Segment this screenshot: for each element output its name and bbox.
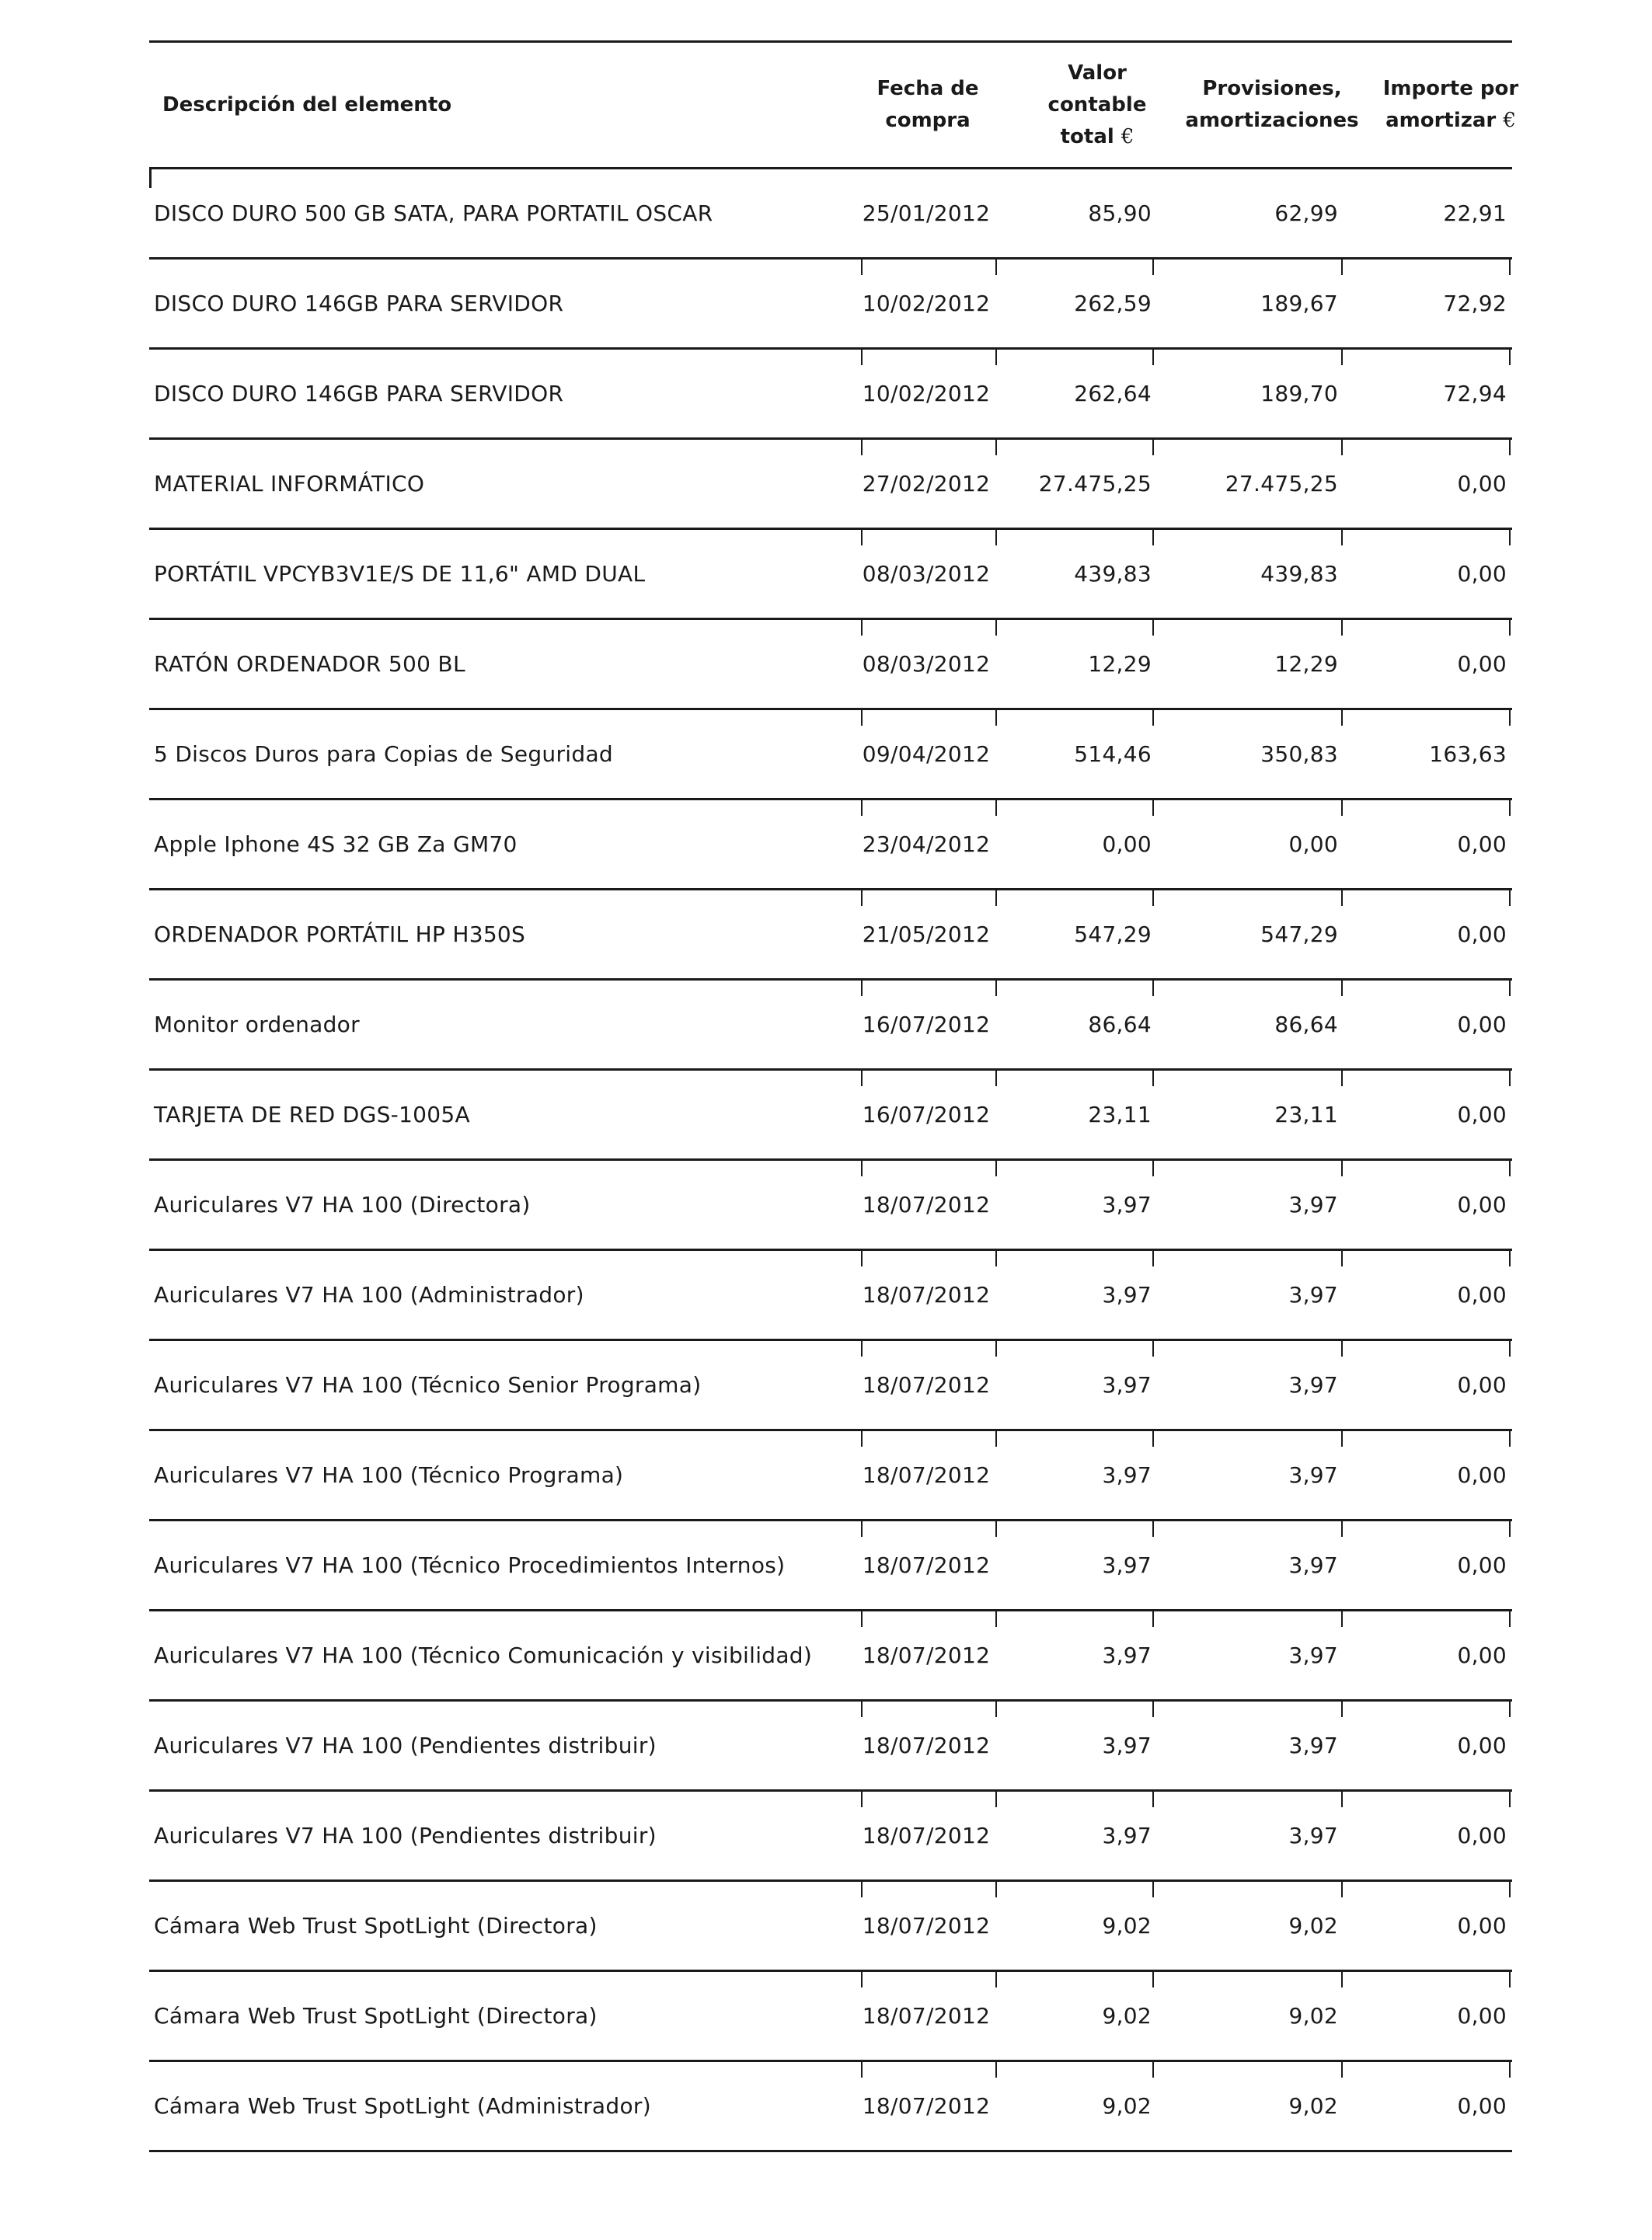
row-tick (995, 2062, 997, 2078)
table-row (149, 1972, 1512, 2062)
cell-descripcion: Cámara Web Trust SpotLight (Administrador) (154, 2093, 651, 2119)
row-tick (1509, 530, 1511, 545)
cell-descripcion: MATERIAL INFORMÁTICO (154, 471, 425, 496)
cell-fecha: 18/07/2012 (862, 2003, 991, 2029)
cell-provisiones: 86,64 (1274, 1012, 1338, 1037)
cell-fecha: 18/07/2012 (862, 1192, 991, 1218)
cell-fecha: 08/03/2012 (862, 651, 991, 677)
header-descripcion: Descripción del elemento (162, 92, 452, 117)
row-tick (1152, 2062, 1154, 2078)
row-tick (995, 1792, 997, 1807)
row-tick (995, 1251, 997, 1266)
row-tick (1509, 1972, 1511, 1987)
row-tick (1509, 260, 1511, 275)
header-valor-contable: Valor contable total € (1047, 61, 1147, 148)
row-tick (861, 440, 863, 455)
cell-descripcion: DISCO DURO 146GB PARA SERVIDOR (154, 381, 564, 406)
cell-valor: 3,97 (1102, 1372, 1152, 1398)
cell-valor: 85,90 (1088, 200, 1152, 226)
row-tick (995, 1702, 997, 1717)
table-row (149, 2062, 1512, 2152)
cell-valor: 0,00 (1102, 831, 1152, 857)
row-tick (995, 530, 997, 545)
cell-valor: 9,02 (1102, 2003, 1152, 2029)
cell-provisiones: 439,83 (1260, 561, 1338, 587)
cell-valor: 439,83 (1074, 561, 1152, 587)
row-tick (861, 1251, 863, 1266)
row-tick (1509, 1792, 1511, 1807)
cell-valor: 3,97 (1102, 1643, 1152, 1668)
cell-provisiones: 3,97 (1288, 1192, 1338, 1218)
cell-provisiones: 12,29 (1274, 651, 1338, 677)
row-tick (1341, 440, 1343, 455)
row-tick (1509, 710, 1511, 726)
euro-symbol: € (1121, 124, 1134, 148)
row-tick (1341, 1431, 1343, 1447)
row-tick (1341, 1702, 1343, 1717)
cell-importe: 72,92 (1443, 291, 1507, 316)
cell-fecha: 08/03/2012 (862, 561, 991, 587)
cell-provisiones: 9,02 (1288, 1913, 1338, 1939)
table-row (149, 260, 1512, 350)
row-tick (995, 710, 997, 726)
cell-fecha: 16/07/2012 (862, 1012, 991, 1037)
cell-importe: 0,00 (1457, 1913, 1507, 1939)
cell-importe: 0,00 (1457, 1192, 1507, 1218)
cell-provisiones: 189,67 (1260, 291, 1338, 316)
cell-descripcion: DISCO DURO 500 GB SATA, PARA PORTATIL OSCAR (154, 200, 713, 226)
cell-provisiones: 547,29 (1260, 921, 1338, 947)
row-tick (1509, 620, 1511, 636)
row-tick (1152, 620, 1154, 636)
row-tick (1341, 800, 1343, 816)
row-tick (1509, 350, 1511, 365)
cell-provisiones: 189,70 (1260, 381, 1338, 406)
cell-provisiones: 3,97 (1288, 1282, 1338, 1308)
table-row (149, 890, 1512, 981)
cell-importe: 0,00 (1457, 561, 1507, 587)
cell-importe: 0,00 (1457, 1102, 1507, 1127)
table-row (149, 440, 1512, 530)
cell-provisiones: 27.475,25 (1225, 471, 1338, 496)
cell-valor: 86,64 (1088, 1012, 1152, 1037)
row-tick (1509, 981, 1511, 996)
row-tick (1152, 1431, 1154, 1447)
row-tick (1152, 890, 1154, 906)
table-row (149, 1521, 1512, 1611)
row-tick (1152, 1071, 1154, 1086)
row-tick (995, 1071, 997, 1086)
cell-provisiones: 23,11 (1274, 1102, 1338, 1127)
row-tick (1152, 1611, 1154, 1627)
cell-valor: 514,46 (1074, 741, 1152, 767)
row-tick (1509, 1882, 1511, 1897)
cell-provisiones: 3,97 (1288, 1643, 1338, 1668)
row-tick (995, 1431, 997, 1447)
cell-fecha: 23/04/2012 (862, 831, 991, 857)
cell-valor: 3,97 (1102, 1462, 1152, 1488)
cell-valor: 12,29 (1088, 651, 1152, 677)
cell-descripcion: Auriculares V7 HA 100 (Directora) (154, 1192, 531, 1218)
cell-fecha: 18/07/2012 (862, 1733, 991, 1758)
row-tick (1152, 1161, 1154, 1176)
table-row (149, 1882, 1512, 1972)
row-tick (1509, 1071, 1511, 1086)
row-tick (1509, 890, 1511, 906)
cell-valor: 23,11 (1088, 1102, 1152, 1127)
row-tick (1341, 890, 1343, 906)
row-tick (861, 710, 863, 726)
row-tick (861, 620, 863, 636)
row-tick (1341, 620, 1343, 636)
row-tick (1152, 1702, 1154, 1717)
row-tick (1152, 440, 1154, 455)
cell-provisiones: 3,97 (1288, 1733, 1338, 1758)
table-row (149, 1792, 1512, 1882)
cell-provisiones: 3,97 (1288, 1372, 1338, 1398)
cell-descripcion: Auriculares V7 HA 100 (Técnico Comunicación y visibilidad) (154, 1643, 813, 1668)
row-tick (149, 169, 152, 188)
row-tick (1152, 1792, 1154, 1807)
row-tick (861, 1972, 863, 1987)
table-row (149, 1431, 1512, 1521)
cell-fecha: 18/07/2012 (862, 1823, 991, 1848)
cell-importe: 0,00 (1457, 1643, 1507, 1668)
table-row (149, 1702, 1512, 1792)
row-tick (995, 350, 997, 365)
cell-descripcion: Apple Iphone 4S 32 GB Za GM70 (154, 831, 518, 857)
cell-provisiones: 9,02 (1288, 2093, 1338, 2119)
cell-valor: 27.475,25 (1038, 471, 1152, 496)
cell-valor: 262,59 (1074, 291, 1152, 316)
header-provisiones: Provisiones, amortizaciones (1185, 77, 1359, 132)
cell-importe: 0,00 (1457, 1462, 1507, 1488)
cell-fecha: 18/07/2012 (862, 2093, 991, 2119)
cell-fecha: 18/07/2012 (862, 1462, 991, 1488)
row-tick (1152, 1882, 1154, 1897)
table-row (149, 1161, 1512, 1251)
row-tick (1509, 2062, 1511, 2078)
cell-importe: 0,00 (1457, 651, 1507, 677)
cell-valor: 3,97 (1102, 1823, 1152, 1848)
row-tick (1509, 440, 1511, 455)
row-tick (1341, 530, 1343, 545)
cell-importe: 0,00 (1457, 2003, 1507, 2029)
row-tick (1152, 1251, 1154, 1266)
cell-importe: 22,91 (1443, 200, 1507, 226)
row-tick (1152, 1521, 1154, 1537)
row-tick (995, 1341, 997, 1357)
row-tick (1152, 260, 1154, 275)
cell-valor: 3,97 (1102, 1192, 1152, 1218)
cell-descripcion: Monitor ordenador (154, 1012, 360, 1037)
row-tick (861, 530, 863, 545)
cell-provisiones: 9,02 (1288, 2003, 1338, 2029)
cell-importe: 163,63 (1429, 741, 1507, 767)
cell-fecha: 10/02/2012 (862, 381, 991, 406)
row-tick (1152, 981, 1154, 996)
row-tick (1341, 1071, 1343, 1086)
table-row (149, 530, 1512, 620)
cell-valor: 9,02 (1102, 1913, 1152, 1939)
cell-descripcion: Auriculares V7 HA 100 (Pendientes distribuir) (154, 1823, 657, 1848)
row-tick (1341, 260, 1343, 275)
row-tick (1152, 350, 1154, 365)
table-body (149, 169, 1512, 2152)
row-tick (1509, 1161, 1511, 1176)
cell-descripcion: DISCO DURO 146GB PARA SERVIDOR (154, 291, 564, 316)
table-row (149, 800, 1512, 890)
row-tick (1509, 1431, 1511, 1447)
cell-fecha: 25/01/2012 (862, 200, 991, 226)
row-tick (1341, 1521, 1343, 1537)
row-tick (995, 1521, 997, 1537)
table-row (149, 169, 1512, 260)
table-row (149, 1341, 1512, 1431)
row-tick (995, 981, 997, 996)
row-tick (861, 350, 863, 365)
cell-descripcion: Auriculares V7 HA 100 (Técnico Procedimientos Internos) (154, 1552, 786, 1578)
table-row (149, 981, 1512, 1071)
cell-descripcion: Auriculares V7 HA 100 (Técnico Senior Programa) (154, 1372, 702, 1398)
cell-fecha: 27/02/2012 (862, 471, 991, 496)
cell-descripcion: Cámara Web Trust SpotLight (Directora) (154, 1913, 598, 1939)
cell-valor: 3,97 (1102, 1733, 1152, 1758)
row-tick (861, 1611, 863, 1627)
row-tick (861, 1431, 863, 1447)
row-tick (861, 1792, 863, 1807)
cell-fecha: 16/07/2012 (862, 1102, 991, 1127)
cell-importe: 0,00 (1457, 831, 1507, 857)
table-row (149, 620, 1512, 710)
cell-fecha: 09/04/2012 (862, 741, 991, 767)
row-tick (861, 800, 863, 816)
row-tick (1152, 1972, 1154, 1987)
row-tick (861, 1521, 863, 1537)
header-importe-amortizar: Importe por amortizar € (1382, 77, 1519, 132)
cell-descripcion: PORTÁTIL VPCYB3V1E/S DE 11,6" AMD DUAL (154, 561, 646, 587)
row-tick (995, 890, 997, 906)
row-tick (861, 1702, 863, 1717)
row-tick (861, 2062, 863, 2078)
cell-importe: 0,00 (1457, 1282, 1507, 1308)
row-tick (995, 1161, 997, 1176)
cell-provisiones: 3,97 (1288, 1552, 1338, 1578)
row-tick (1509, 1611, 1511, 1627)
cell-provisiones: 350,83 (1260, 741, 1338, 767)
cell-fecha: 21/05/2012 (862, 921, 991, 947)
row-tick (1341, 1972, 1343, 1987)
row-tick (1509, 1521, 1511, 1537)
row-tick (861, 1882, 863, 1897)
table-row (149, 350, 1512, 440)
cell-descripcion: Auriculares V7 HA 100 (Administrador) (154, 1282, 584, 1308)
row-tick (995, 440, 997, 455)
table-header (149, 43, 1519, 169)
row-tick (1341, 1611, 1343, 1627)
row-tick (1152, 1341, 1154, 1357)
table-row (149, 1071, 1512, 1161)
row-tick (1509, 1251, 1511, 1266)
row-tick (1341, 1251, 1343, 1266)
table-row (149, 1251, 1512, 1341)
table-row (149, 710, 1512, 800)
cell-descripcion: RATÓN ORDENADOR 500 BL (154, 651, 465, 677)
cell-valor: 3,97 (1102, 1282, 1152, 1308)
cell-provisiones: 3,97 (1288, 1823, 1338, 1848)
cell-descripcion: 5 Discos Duros para Copias de Seguridad (154, 741, 613, 767)
row-tick (1341, 1161, 1343, 1176)
cell-fecha: 18/07/2012 (862, 1372, 991, 1398)
row-tick (861, 1071, 863, 1086)
cell-descripcion: ORDENADOR PORTÁTIL HP H350S (154, 921, 526, 947)
cell-descripcion: TARJETA DE RED DGS-1005A (154, 1102, 470, 1127)
row-tick (1152, 530, 1154, 545)
row-tick (1341, 710, 1343, 726)
cell-importe: 0,00 (1457, 1372, 1507, 1398)
row-tick (1341, 981, 1343, 996)
cell-importe: 0,00 (1457, 2093, 1507, 2119)
row-tick (995, 260, 997, 275)
row-tick (861, 1161, 863, 1176)
cell-fecha: 10/02/2012 (862, 291, 991, 316)
cell-importe: 0,00 (1457, 1552, 1507, 1578)
cell-descripcion: Auriculares V7 HA 100 (Técnico Programa) (154, 1462, 624, 1488)
row-tick (995, 620, 997, 636)
header-fecha-compra: Fecha de compra (877, 77, 979, 132)
cell-provisiones: 0,00 (1288, 831, 1338, 857)
row-tick (861, 890, 863, 906)
cell-valor: 262,64 (1074, 381, 1152, 406)
cell-descripcion: Cámara Web Trust SpotLight (Directora) (154, 2003, 598, 2029)
cell-valor: 547,29 (1074, 921, 1152, 947)
cell-importe: 0,00 (1457, 1823, 1507, 1848)
cell-provisiones: 3,97 (1288, 1462, 1338, 1488)
cell-provisiones: 62,99 (1274, 200, 1338, 226)
row-tick (995, 800, 997, 816)
cell-fecha: 18/07/2012 (862, 1552, 991, 1578)
row-tick (861, 1341, 863, 1357)
row-tick (1509, 800, 1511, 816)
row-tick (995, 1611, 997, 1627)
row-tick (1341, 2062, 1343, 2078)
cell-importe: 0,00 (1457, 471, 1507, 496)
row-tick (995, 1882, 997, 1897)
row-tick (1152, 800, 1154, 816)
euro-symbol: € (1503, 109, 1516, 132)
row-tick (995, 1972, 997, 1987)
cell-importe: 72,94 (1443, 381, 1507, 406)
cell-valor: 3,97 (1102, 1552, 1152, 1578)
cell-fecha: 18/07/2012 (862, 1913, 991, 1939)
row-tick (1341, 1341, 1343, 1357)
row-tick (1509, 1341, 1511, 1357)
cell-importe: 0,00 (1457, 1012, 1507, 1037)
table-row (149, 1611, 1512, 1702)
cell-importe: 0,00 (1457, 921, 1507, 947)
cell-importe: 0,00 (1457, 1733, 1507, 1758)
row-tick (1341, 350, 1343, 365)
cell-fecha: 18/07/2012 (862, 1643, 991, 1668)
cell-fecha: 18/07/2012 (862, 1282, 991, 1308)
row-tick (1341, 1882, 1343, 1897)
row-tick (861, 981, 863, 996)
row-tick (1341, 1792, 1343, 1807)
row-tick (1152, 710, 1154, 726)
row-tick (861, 260, 863, 275)
row-tick (1509, 1702, 1511, 1717)
cell-valor: 9,02 (1102, 2093, 1152, 2119)
cell-descripcion: Auriculares V7 HA 100 (Pendientes distribuir) (154, 1733, 657, 1758)
